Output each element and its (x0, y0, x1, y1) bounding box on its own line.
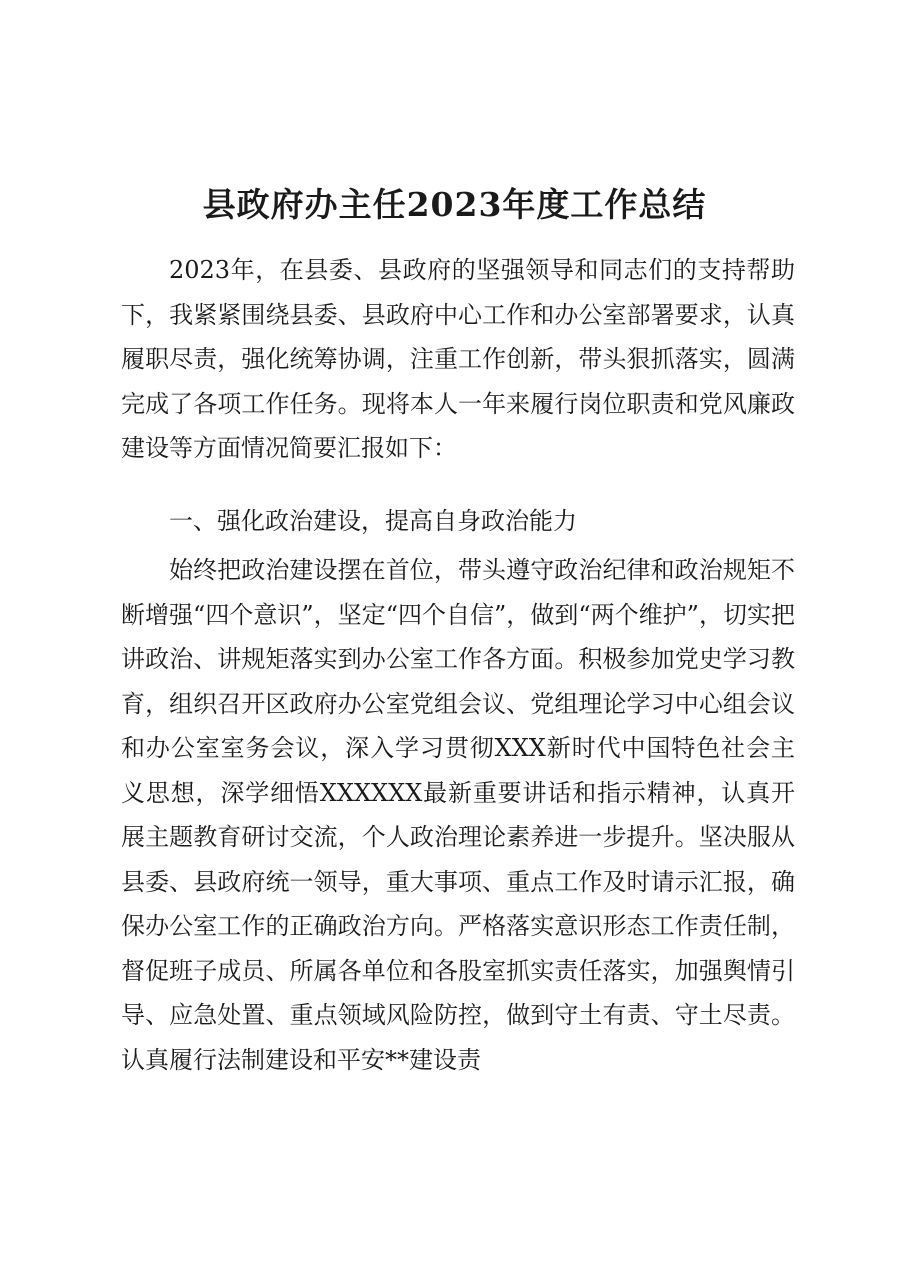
page-title: 县政府办主任2023年度工作总结 (202, 185, 707, 225)
body-paragraph: 始终把政治建设摆在首位，带头遵守政治纪律和政治规矩不断增强“四个意识”，坚定“四个自信”，做到“两个维护”，切实把讲政治、讲规矩落实到办公室工作各方面。积极参加党史学习教育，组织召开区政府办公室党组会议、党组理论学习中心组会议和办公室室务会议，深入学习贯彻XXX新时代中国特色社会主义思想，深学细悟XXXXXX最新重要讲话和指示精神，认真开展主题教育研讨交流，个人政治理论素养进一步提升。坚决服从县委、县政府统一领导，重大事项、重点工作及时请示汇报，确保办公室工作的正确政治方向。严格落实意识形态工作责任制，督促班子成员、所属各单位和各股室抓实责任落实，加强舆情引导、应急处置、重点领域风险防控，做到守土有责、守土尽责。认真履行法制建设和平安**建设责 (121, 556, 795, 1074)
intro-paragraph: 2023年，在县委、县政府的坚强领导和同志们的支持帮助下，我紧紧围绕县委、县政府中心工作和办公室部署要求，认真履职尽责，强化统筹协调，注重工作创新，带头狠抓落实，圆满完成了各项工作任务。现将本人一年来履行岗位职责和党风廉政建设等方面情况简要汇报如下： (121, 256, 795, 462)
section-heading: 一、强化政治建设，提高自身政治能力 (169, 507, 577, 535)
